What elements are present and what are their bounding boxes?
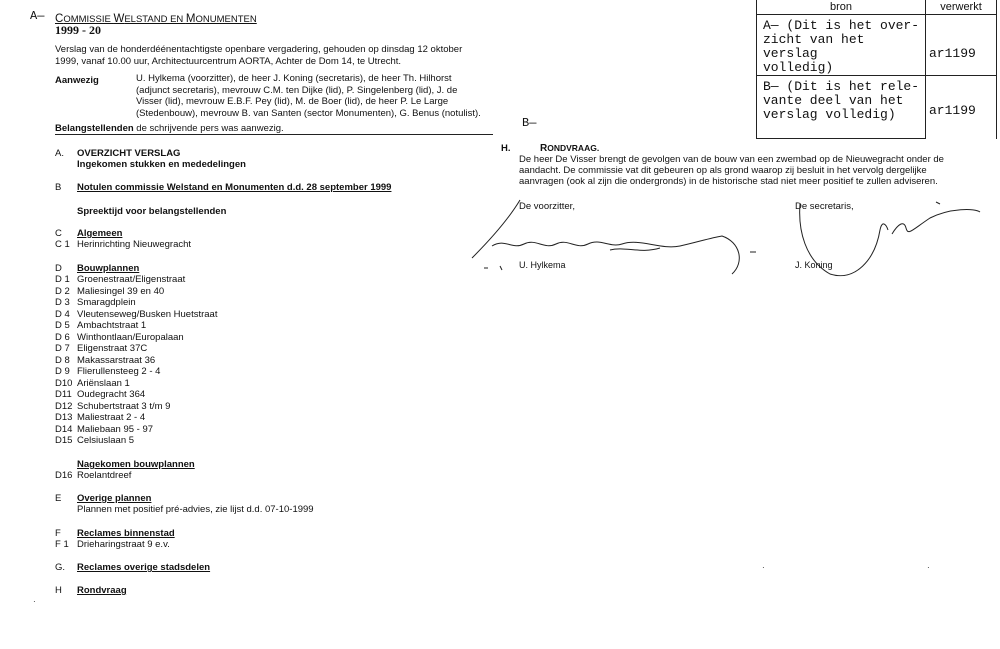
heading-part-3: ONUMENTEN (195, 14, 257, 25)
table-cell-bron (757, 15, 926, 76)
table-row (757, 15, 997, 76)
list-item (55, 309, 217, 321)
item-code: D 5 (55, 320, 70, 331)
d-items-list (55, 274, 217, 447)
list-item (55, 539, 170, 551)
list-item (55, 435, 217, 447)
item-code: D14 (55, 423, 73, 435)
item-text: Celsiuslaan 5 (77, 435, 135, 446)
item-code: D 7 (55, 343, 70, 354)
section-h-heading (55, 585, 127, 597)
section-e-text: Plannen met positief pré-advies, zie lijst d.d. 07-10-1999 (77, 504, 314, 515)
section-a-heading (55, 148, 180, 160)
c-items-list (55, 239, 191, 251)
voorzitter-label: De voorzitter, (519, 201, 575, 212)
bron-line-3: volledig) (763, 60, 834, 75)
row-ref: ar1199 (929, 46, 976, 61)
heading-part-1: OMMISSIE (63, 14, 114, 25)
row-ref: ar1199 (929, 103, 976, 118)
section-d-number: D (55, 263, 62, 274)
item-text: Maliesingel 39 en 40 (77, 285, 165, 297)
section-f-title: Reclames binnenstad (77, 528, 175, 539)
section-a-number: A. (55, 148, 64, 159)
belangstellenden-label: Belangstellenden (55, 123, 134, 134)
voorzitter-name: U. Hylkema (519, 260, 566, 270)
bron-line-1 (763, 19, 925, 33)
rondvraag-number: H. (501, 143, 511, 154)
f-items-list (55, 539, 170, 551)
item-text: Ambachtstraat 1 (77, 320, 147, 331)
rondvraag-line-3: aanvragen (ook al zijn die ondergronds) in de historische stad niet meer positief te zullen adviseren. (519, 176, 938, 187)
bron-line-2: zicht van het verslag (763, 32, 865, 61)
divider-line (55, 134, 493, 135)
section-e-number: E (55, 493, 62, 504)
rondvraag-line-1: De heer De Visser brengt de gevolgen van de bouw van een zwembad op de Nieuwegracht onder de (519, 154, 944, 165)
item-text: Makassarstraat 36 (77, 354, 156, 366)
table-header-row (757, 0, 997, 15)
item-code: D 9 (55, 366, 70, 377)
table-cell-verwerkt (926, 15, 997, 76)
section-g-title: Reclames overige stadsdelen (77, 562, 211, 573)
annotation-mark-a: A— (30, 9, 45, 23)
source-table (756, 0, 997, 139)
item-code: D12 (55, 400, 73, 412)
row-mark: A— (763, 18, 779, 33)
item-text: Herinrichting Nieuwegracht (77, 239, 192, 250)
column-header-bron: bron (757, 0, 926, 15)
item-text: Flierullensteeg 2 - 4 (77, 366, 161, 377)
column-header-verwerkt: verwerkt (926, 0, 997, 15)
row-mark: B— (763, 79, 779, 94)
speck-dot: · (927, 563, 930, 572)
secretaris-label: De secretaris, (795, 201, 854, 212)
bron-line-2: vante deel van het (763, 93, 904, 108)
section-c-heading (55, 228, 122, 240)
section-g-heading (55, 562, 210, 574)
item-text: Groenestraat/Eligenstraat (77, 274, 186, 285)
intro-line-2: 1999, vanaf 10.00 uur, Architectuurcentrum AORTA, Achter de Dom 14, te Utrecht. (55, 56, 402, 67)
bron-line-1 (763, 80, 925, 94)
list-item (55, 320, 217, 332)
annotation-mark-b: B— (522, 116, 537, 130)
signature-stroke (610, 248, 660, 250)
rondvraag-initial: R (540, 143, 548, 154)
item-text: Drieharingstraat 9 e.v. (77, 539, 170, 550)
section-c-title: Algemeen (77, 228, 123, 239)
table-row (757, 76, 997, 139)
section-c-number: C (55, 228, 62, 239)
section-h-title: Rondvraag (77, 585, 127, 596)
bron-line-3: verslag volledig) (763, 107, 896, 122)
list-item (55, 389, 217, 401)
item-code: D16 (55, 470, 73, 481)
speck-dot: · (33, 597, 36, 606)
rondvraag-line-2: aandacht. De commissie vat dit gebeuren op als grond waarop zij besluit in het vervolg dergelijke (519, 165, 927, 176)
item-code: D13 (55, 412, 73, 423)
list-item (55, 424, 217, 436)
speck-dot: · (762, 563, 765, 572)
list-item (55, 332, 217, 344)
list-item (55, 470, 131, 482)
item-code: D 3 (55, 297, 70, 308)
list-item (55, 378, 217, 390)
spreektijd-heading: Spreektijd voor belangstellenden (77, 206, 227, 217)
item-text: Vleutenseweg/Busken Huetstraat (77, 308, 218, 320)
rondvraag-title-rest: ONDVRAAG. (547, 143, 600, 153)
signature-stroke (492, 236, 739, 274)
item-code: D 2 (55, 285, 70, 297)
nagekomen-list (55, 470, 131, 482)
item-text: Winthontlaan/Europalaan (77, 331, 184, 343)
handwritten-signatures (460, 190, 1000, 290)
item-code: D 1 (55, 274, 70, 285)
section-a-title: OVERZICHT VERSLAG (77, 148, 181, 159)
signature-stroke (936, 202, 940, 204)
item-code: D 6 (55, 331, 70, 343)
heading-initial-m: M (185, 13, 196, 25)
rondvraag-title (540, 143, 599, 155)
section-d-heading (55, 263, 139, 275)
section-a-subtitle: Ingekomen stukken en mededelingen (77, 159, 246, 170)
section-b-title: Notulen commissie Welstand en Monumenten d.d. 28 september 1999 (77, 182, 392, 193)
signature-stroke (484, 266, 502, 270)
item-text: Maliestraat 2 - 4 (77, 412, 146, 423)
list-item (55, 274, 217, 286)
list-item (55, 355, 217, 367)
item-code: D11 (55, 389, 72, 400)
item-code: D 8 (55, 354, 70, 366)
belangstellenden-line (55, 123, 284, 135)
item-code: C 1 (55, 239, 70, 250)
list-item (55, 401, 217, 413)
belangstellenden-text: de schrijvende pers was aanwezig. (133, 123, 284, 134)
list-item (55, 412, 217, 424)
row-line-1: (Dit is het rele- (778, 79, 920, 94)
section-e-title: Overige plannen (77, 493, 152, 504)
section-g-number: G. (55, 562, 66, 573)
list-item (55, 366, 217, 378)
heading-initial-c: C (55, 13, 64, 25)
section-f-heading (55, 528, 175, 540)
item-code: D15 (55, 435, 73, 446)
section-b-number: B (55, 182, 62, 193)
secretaris-name: J. Koning (795, 260, 833, 270)
item-text: Schubertstraat 3 t/m 9 (77, 400, 171, 412)
item-text: Eligenstraat 37C (77, 343, 148, 354)
document-number: 1999 - 20 (55, 23, 101, 37)
aanwezig-label: Aanwezig (55, 75, 99, 86)
signature-stroke (800, 204, 888, 276)
section-h-number: H (55, 585, 62, 596)
section-e-heading (55, 493, 151, 505)
row-line-1: (Dit is het over- (778, 18, 920, 33)
item-text: Roelantdreef (77, 470, 132, 481)
intro-line-1: Verslag van de honderdéénentachtigste openbare vergadering, gehouden op dinsdag 12 oktober (55, 44, 463, 55)
list-item (55, 297, 217, 309)
item-text: Ariënslaan 1 (77, 377, 130, 389)
table-cell-bron (757, 76, 926, 139)
heading-initial-w: W (113, 13, 125, 25)
item-text: Smaragdplein (77, 297, 136, 308)
item-text: Oudegracht 364 (77, 389, 146, 400)
list-item (55, 286, 217, 298)
aanwezig-text: U. Hylkema (voorzitter), de heer J. Koning (secretaris), de heer Th. Hilhorst (adjunct secretaris), mevrouw C.M. ten Dijke (lid), P. Singelenberg (lid), J. de Visser (lid), mevrouw E.B.F. Pey (lid), M. de Boer (lid), de heer P. Le Large (Stedenbouw), mevrouw B. van Santen (sector Monumenten), G. Benus (notulist). (136, 73, 481, 119)
section-d-title: Bouwplannen (77, 263, 140, 274)
list-item (55, 239, 191, 251)
item-code: D 4 (55, 308, 70, 320)
table-cell-verwerkt (926, 76, 997, 139)
section-b-heading (55, 182, 391, 194)
section-f-number: F (55, 528, 61, 539)
signature-stroke (472, 200, 520, 258)
heading-part-2: ELSTAND EN (124, 14, 186, 25)
list-item (55, 343, 217, 355)
item-code: F 1 (55, 539, 69, 550)
signature-stroke (892, 210, 980, 234)
item-text: Maliebaan 95 - 97 (77, 423, 154, 435)
item-code: D10 (55, 377, 73, 389)
nagekomen-heading: Nagekomen bouwplannen (77, 459, 195, 470)
